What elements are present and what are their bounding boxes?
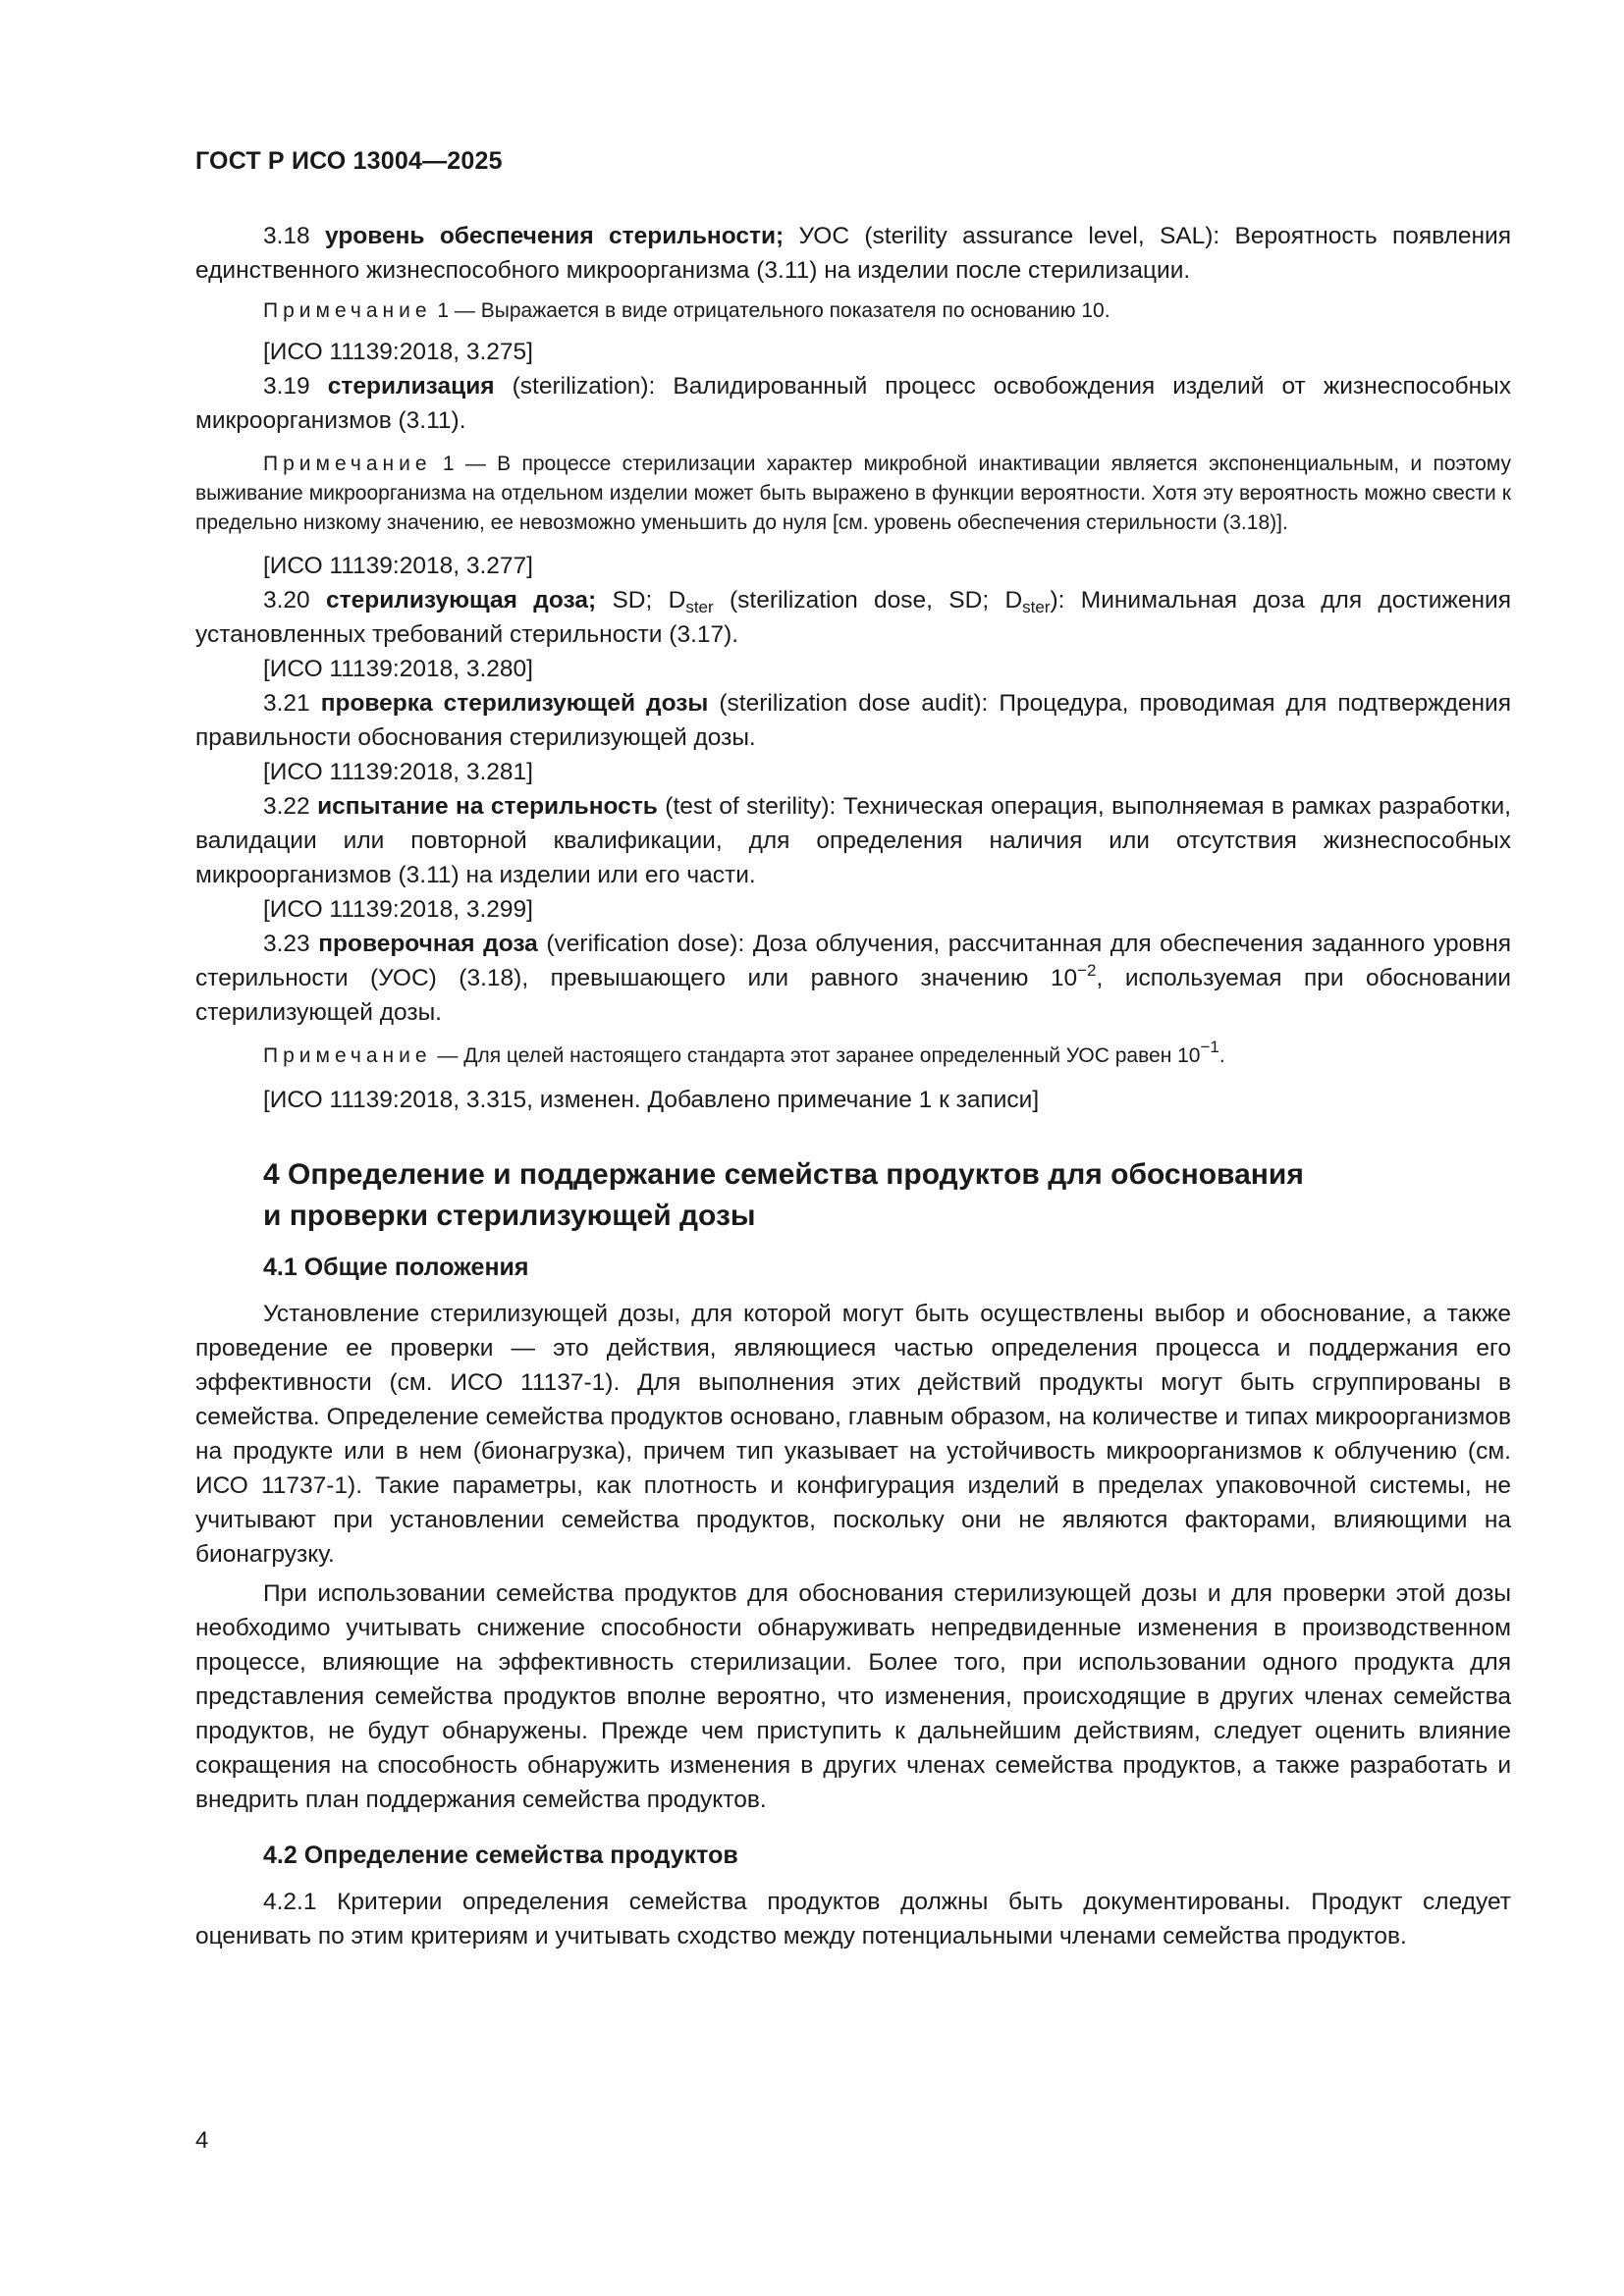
note-3-19: Примечание 1 — В процессе стерилизации характер микробной инактивации является экспоненциальным, и поэтому выживание микроорганизма на отдельном изделии может быть выражено в функции вероятности. Хотя эту вероятность можно свести к предельно низкому значению, ее невозможно уменьшить до нуля [см. уровень обеспечения стерильности (3.18)]. — [195, 453, 1511, 534]
section-4-2-title: 4.2 Определение семейства продуктов — [263, 1842, 738, 1869]
term-3-22: 3.22 испытание на стерильность (test of sterility): Техническая операция, выполняемая в рамках разработки, валидации или повторной квалификации, для определения наличия или отсутствия жизнеспособных микроорганизмов (3.11) на изделии или его части. — [195, 793, 1511, 888]
term-3-20: 3.20 стерилизующая доза; SD; $D_{ster}$ (sterilization dose, SD; $D_{ster}$): Минимальная доза для достижения установленных требований стерильности (3.17). — [195, 587, 1511, 648]
note-3-23: Примечание — Для целей настоящего стандарта этот заранее определенный УОС равен $10^{-1}$. — [263, 1038, 1225, 1067]
reference-3-20: [ИСО 11139:2018, 3.280] — [263, 656, 533, 682]
reference-3-22: [ИСО 11139:2018, 3.299] — [263, 896, 533, 923]
section-4-1-title: 4.1 Общие положения — [263, 1254, 529, 1281]
term-3-19: 3.19 стерилизация (sterilization): Валидированный процесс освобождения изделий от жизнеспособных микроорганизмов (3.11). — [195, 373, 1511, 434]
page-number: 4 — [195, 2127, 209, 2154]
reference-3-21: [ИСО 11139:2018, 3.281] — [263, 759, 533, 785]
document-header: ГОСТ Р ИСО 13004—2025 — [195, 147, 503, 175]
page-body — [195, 219, 1511, 1953]
reference-3-19: [ИСО 11139:2018, 3.277] — [263, 553, 533, 579]
section-4-1-paragraph-1: Установление стерилизующей дозы, для которой могут быть осуществлены выбор и обоснование, а также проведение ее проверки — это действия, являющиеся частью определения процесса и поддержания его эффективности (см. ИСО 11137-1). Для выполнения этих действий продукты могут быть сгруппированы в семейства. Определение семейства продуктов основано, главным образом, на количестве и типах микроорганизмов на продукте или в нем (бионагрузка), причем тип указывает на устойчивость микроорганизмов к облучению (см. ИСО 11737-1). Такие параметры, как плотность и конфигурация изделий в пределах упаковочной системы, не учитывают при установлении семейства продуктов, поскольку они не являются факторами, влияющими на бионагрузку. — [195, 1301, 1511, 1568]
term-3-23: 3.23 проверочная доза (verification dose): Доза облучения, рассчитанная для обеспечения заданного уровня стерильности (УОС) (3.18), превышающего или равного значению $10^{-2}$, используемая при обосновании стерилизующей дозы. — [195, 931, 1512, 1026]
section-4-heading — [195, 1154, 1511, 1237]
section-4-2-paragraph-1: 4.2.1 Критерии определения семейства продуктов должны быть документированы. Продукт следует оценивать по этим критериям и учитывать сходство между потенциальными членами семейства продуктов. — [195, 1889, 1511, 1949]
section-4-1-paragraph-2: При использовании семейства продуктов для обоснования стерилизующей дозы и для проверки этой дозы необходимо учитывать снижение способности обнаруживать непредвиденные изменения в производственном процессе, влияющие на эффективность стерилизации. Более того, при использовании одного продукта для представления семейства продуктов вполне вероятно, что изменения, происходящие в других членах семейства продуктов, не будут обнаружены. Прежде чем приступить к дальнейшим действиям, следует оценить влияние сокращения на способность обнаружить изменения в других членах семейства продуктов, а также разработать и внедрить план поддержания семейства продуктов. — [195, 1580, 1511, 1813]
term-3-21: 3.21 проверка стерилизующей дозы (sterilization dose audit): Процедура, проводимая для подтверждения правильности обоснования стерилизующей дозы. — [195, 690, 1512, 751]
reference-3-18: [ИСО 11139:2018, 3.275] — [263, 339, 533, 365]
section-4-title-line2: и проверки стерилизующей дозы — [263, 1200, 756, 1232]
reference-3-23: [ИСО 11139:2018, 3.315, изменен. Добавлено примечание 1 к записи] — [263, 1087, 1040, 1113]
note-3-18: Примечание 1 — Выражается в виде отрицательного показателя по основанию 10. — [263, 299, 1110, 322]
section-4-title-line1: 4 Определение и поддержание семейства продуктов для обоснования — [263, 1158, 1304, 1191]
term-3-18: 3.18 уровень обеспечения стерильности; УОС (sterility assurance level, SAL): Вероятность появления единственного жизнеспособного микроорганизма (3.11) на изделии после стерилизации. — [195, 223, 1512, 284]
